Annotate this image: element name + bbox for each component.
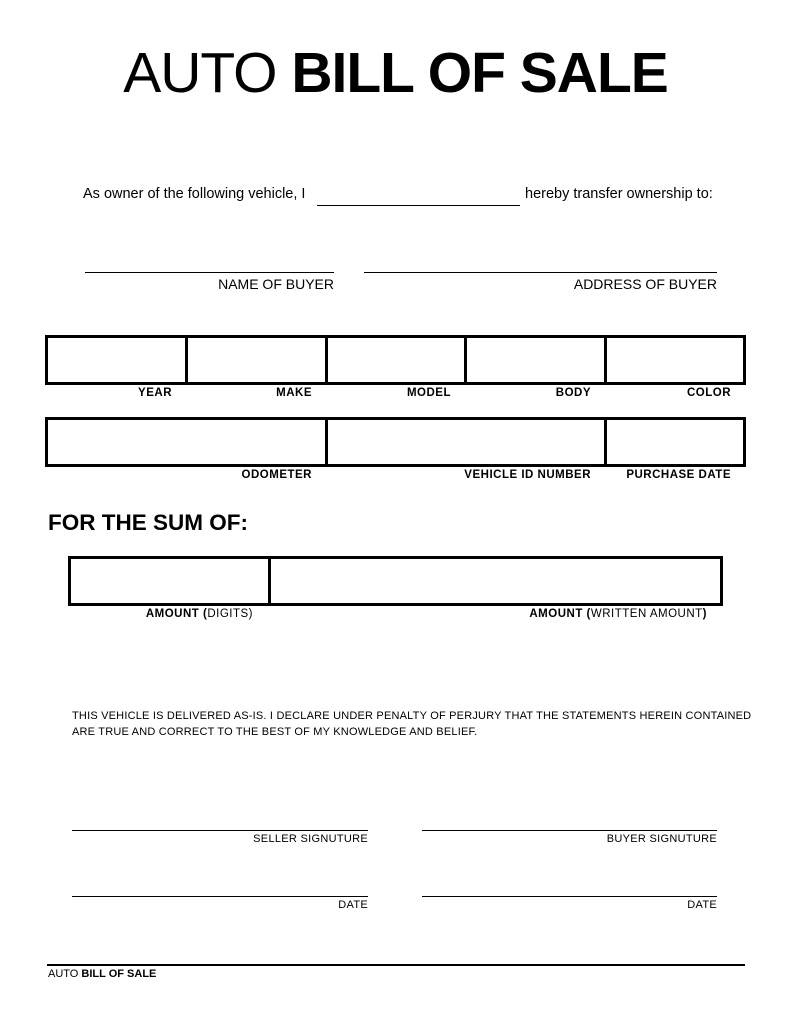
amount-written-label-close: ) xyxy=(702,608,707,620)
amount-written-label-normal: WRITTEN AMOUNT xyxy=(590,608,703,620)
make-field[interactable] xyxy=(188,338,328,382)
footer-bold: BILL OF SALE xyxy=(81,968,157,980)
seller-name-field[interactable] xyxy=(317,205,520,206)
color-label: COLOR xyxy=(686,387,731,399)
model-label: MODEL xyxy=(406,387,451,399)
buyer-address-field[interactable] xyxy=(364,272,717,273)
transfer-prefix: As owner of the following vehicle, I xyxy=(83,186,306,202)
odometer-label: ODOMETER xyxy=(241,469,312,481)
amount-written-label-bold: AMOUNT ( xyxy=(529,608,591,620)
buyer-address-label: ADDRESS OF BUYER xyxy=(573,276,717,292)
make-label: MAKE xyxy=(276,387,312,399)
amount-digits-label-bold: AMOUNT ( xyxy=(145,608,208,620)
odometer-field[interactable] xyxy=(48,420,328,464)
buyer-signature-field[interactable] xyxy=(422,830,717,831)
year-field[interactable] xyxy=(48,338,188,382)
title-bold: BILL OF SALE xyxy=(291,41,668,105)
vin-label: VEHICLE ID NUMBER xyxy=(464,469,591,481)
footer-light: AUTO xyxy=(48,968,79,980)
amount-digits-label xyxy=(68,608,253,620)
model-field[interactable] xyxy=(328,338,467,382)
page-title xyxy=(0,40,791,106)
buyer-name-label: NAME OF BUYER xyxy=(218,276,334,292)
amount-written-label xyxy=(268,608,707,620)
purchase-date-field[interactable] xyxy=(607,420,743,464)
buyer-date-field[interactable] xyxy=(422,896,717,897)
body-field[interactable] xyxy=(467,338,607,382)
vehicle-details-row xyxy=(45,335,746,385)
amount-digits-label-normal: DIGITS) xyxy=(207,608,253,620)
sum-heading: FOR THE SUM OF: xyxy=(48,510,248,535)
footer xyxy=(48,968,156,980)
declaration-line-2: ARE TRUE AND CORRECT TO THE BEST OF MY KNOWLEDGE AND BELIEF. xyxy=(72,726,478,738)
seller-date-field[interactable] xyxy=(72,896,368,897)
amount-digits-field[interactable] xyxy=(71,559,271,603)
declaration-line-1: THIS VEHICLE IS DELIVERED AS-IS. I DECLARE UNDER PENALTY OF PERJURY THAT THE STATEMENTS HEREIN CONTAINED xyxy=(72,710,752,722)
year-label: YEAR xyxy=(138,387,172,399)
seller-signature-label: SELLER SIGNUTURE xyxy=(253,833,368,845)
purchase-date-label: PURCHASE DATE xyxy=(626,469,731,481)
body-label: BODY xyxy=(555,387,591,399)
buyer-signature-label: BUYER SIGNUTURE xyxy=(606,833,717,845)
buyer-name-field[interactable] xyxy=(85,272,334,273)
buyer-date-label: DATE xyxy=(687,899,717,911)
footer-divider xyxy=(47,964,745,966)
seller-date-label: DATE xyxy=(338,899,368,911)
transfer-suffix: hereby transfer ownership to: xyxy=(525,186,713,202)
color-field[interactable] xyxy=(607,338,743,382)
amount-written-field[interactable] xyxy=(271,559,720,603)
vehicle-id-row xyxy=(45,417,746,467)
vin-field[interactable] xyxy=(328,420,607,464)
title-light: AUTO xyxy=(123,41,277,105)
seller-signature-field[interactable] xyxy=(72,830,368,831)
amount-row xyxy=(68,556,723,606)
